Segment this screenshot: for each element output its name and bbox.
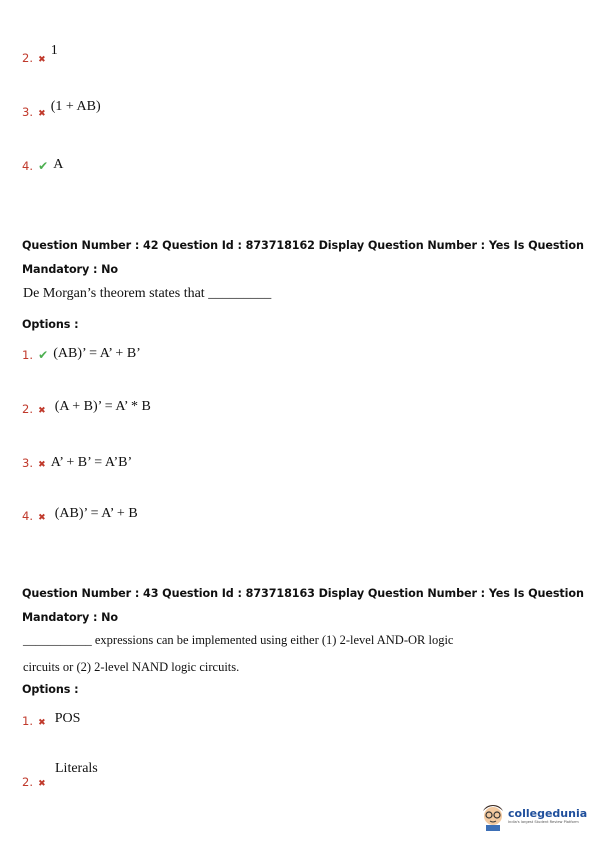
cross-icon: ✖ — [38, 779, 46, 789]
option-row — [22, 505, 138, 525]
logo-tagline: India's largest Student Review Platform — [508, 819, 579, 824]
option-text: A — [53, 157, 64, 172]
options-label: Options : — [22, 683, 79, 696]
question-header: Question Number : 42 Question Id : 873718162 Display Question Number : Yes Is Question — [22, 239, 584, 252]
check-icon: ✔ — [38, 159, 49, 173]
cross-icon: ✖ — [38, 109, 46, 119]
mascot-icon — [480, 801, 506, 831]
option-number: 1. — [22, 348, 33, 362]
question-mandatory: Mandatory : No — [22, 263, 118, 276]
option-row — [22, 452, 132, 472]
option-number: 3. — [22, 105, 33, 119]
option-number: 4. — [22, 509, 33, 523]
option-number: 2. — [22, 51, 33, 65]
question-text: De Morgan’s theorem states that _________ — [23, 286, 272, 301]
option-number: 2. — [22, 402, 33, 416]
question-text: circuits or (2) 2-level NAND logic circuits. — [23, 660, 240, 674]
check-icon: ✔ — [38, 348, 49, 362]
option-row — [22, 101, 101, 121]
cross-icon: ✖ — [38, 460, 46, 470]
cross-icon: ✖ — [38, 718, 46, 728]
collegedunia-logo — [480, 801, 587, 831]
logo-wordmark: collegedunia — [508, 806, 588, 820]
option-text: POS — [54, 711, 81, 726]
question-mandatory: Mandatory : No — [22, 611, 118, 624]
option-number: 1. — [22, 714, 33, 728]
question-header: Question Number : 43 Question Id : 873718163 Display Question Number : Yes Is Question — [22, 587, 584, 600]
option-text: (1 + AB) — [50, 99, 101, 114]
option-text: 1 — [50, 43, 58, 58]
option-row — [22, 43, 58, 67]
option-number: 4. — [22, 159, 33, 173]
option-text: (AB)’ = A’ + B — [54, 506, 138, 521]
option-row — [22, 398, 151, 418]
cross-icon: ✖ — [38, 513, 46, 523]
option-number: 2. — [22, 775, 33, 789]
option-text: (A + B)’ = A’ * B — [54, 399, 151, 414]
option-text: Literals — [55, 761, 98, 776]
option-row — [22, 710, 80, 730]
option-row — [22, 771, 46, 790]
options-label: Options : — [22, 318, 79, 331]
option-row — [22, 155, 63, 175]
question-text: ___________ expressions can be implemented using either (1) 2-level AND-OR logic — [23, 633, 454, 647]
option-text: (AB)’ = A’ + B’ — [53, 346, 141, 361]
option-text: A’ + B’ = A’B’ — [50, 455, 133, 470]
option-number: 3. — [22, 456, 33, 470]
cross-icon: ✖ — [38, 55, 46, 65]
cross-icon: ✖ — [38, 406, 46, 416]
option-row — [22, 344, 141, 364]
